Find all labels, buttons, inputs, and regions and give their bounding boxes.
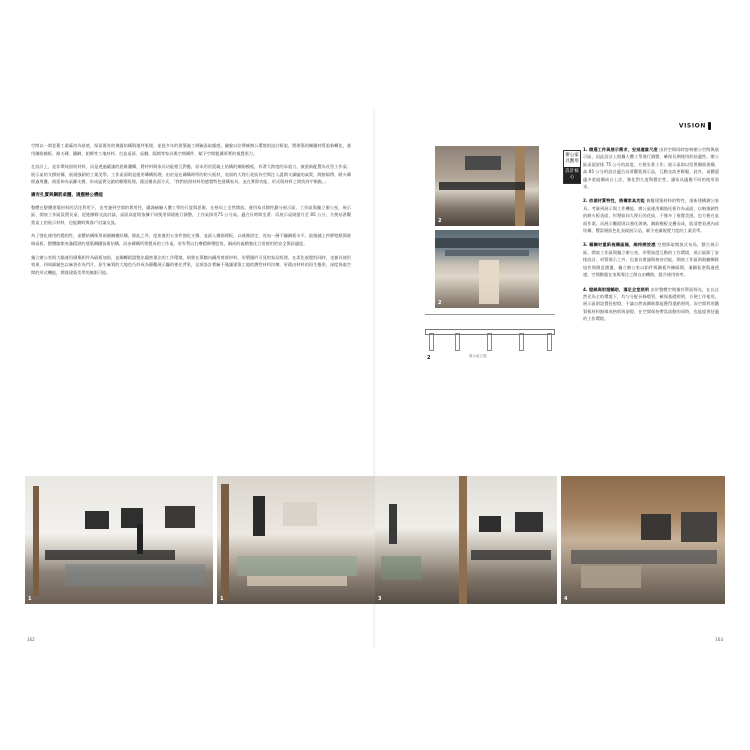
paragraph: 空間以一間老舊工業廠房為基底，保留既有的裸露結構與地坪肌理，並從多年的建築施工經驗汲取靈感，融脫以往傳統辦公環境的設計框架，將建築的關鍵材質重新轉化，運用鋼筋模板、耐火磚、鐵網、鋁擠等工地材料，打造桌面、桌腳、隔間等家具與空間構件，賦予空間粗獷厚實的視覺張力。	[31, 143, 351, 156]
left-page	[25, 108, 375, 648]
paragraph: 獨立辦公室則大膽運用廢棄鋁件為隔板加固，並鋼轉蹈盟整出隱密專注的工作環境，則營在幕牆內鑲用剪裁材料，形塑隱約可見的家居肌理，在柔化視覺的同時，也兼具使用效果，四周細膩色以麻袋作為門片，原生麻質的大地色巧妙成為靜觀展示廳的裡住背景，這項設計實驗不僅讓建築工地的潛性材料淬煉，更藉由材料的再生應用，深度探索空間的形式機能，實踐建築美學的無限可能。	[31, 254, 351, 275]
photo-shelving	[435, 230, 539, 308]
drawing-number: 2	[427, 355, 431, 361]
page-number: 162	[27, 637, 35, 642]
photo-wood-wall-office	[561, 476, 725, 604]
design-point-text: 由於空間同時容納辦公空間與展示區，因此設計上根據人體工學進行調整，確保長期使用的舒適性。辦公區桌面安排 75 公分的高度，方便坐著工作；展示桌則以堅實鋼筋建構，高 85 公分的設計適合站著觀賞展示品，互動交流更輕鬆，此外，桌體還適多重組構成台上法，強化對久度與穩定性，讓家具適應不同的使用需求。	[583, 147, 719, 190]
photo-display-tables	[217, 476, 375, 604]
category-tag	[563, 150, 581, 184]
photo-number: 4	[564, 596, 568, 602]
photo-number: 2	[438, 218, 442, 224]
section-label-text: VISION	[678, 122, 706, 130]
design-point-title: 4. 燈線與射燈輔助，滿足全室照明	[583, 286, 650, 292]
design-point	[583, 286, 719, 323]
design-point	[583, 197, 719, 234]
design-point-text: 空間採取開放式布局，整合展示區、開放工作區與獨立辦公室，形塑高度互動的工作環境，展示區除了安排設計、材質展示之外，也兼具會議與接待功能，開放工作區則鼓勵團隊協作與創意激盪，獨立辦公室以鋁件與鋼板外擴隔間，兼顧私密與通透感，空間動態在家與專注之間自由轉換，提升使用效率。	[583, 242, 719, 278]
photo-number: 3	[378, 596, 382, 602]
right-page	[375, 108, 725, 648]
photo-workspace-columns	[375, 476, 557, 604]
design-point-title: 2. 依循材質特性，搭構家具功能	[583, 198, 645, 204]
section-heading: 廣有扎實與鋼筋桌體，適應辦公機能	[31, 192, 103, 198]
category-tag-primary: 辦公家具應用	[565, 153, 579, 164]
category-tag-secondary: 設計核心	[564, 167, 580, 183]
design-point-title: 3. 藉鋼材重新梳構區隔，維持開放感	[583, 242, 656, 248]
photo-number: 2	[438, 300, 442, 306]
design-point	[583, 241, 719, 278]
left-body-text	[31, 142, 351, 282]
paragraph: 在設計上，並非單純固收材料，而是透過嚴謹的思維邏輯，將材料與家具功能相互對應，原本用於混凝土結構的鋼筋模板，有著大跨度的承重力，被重新配置為長型工作桌；展示桌的支撐結構，展現強韌的工業美學。工作桌面則是運用磚構肌理，由於是在磚構時所的防火板材，表面的大理石花紋為空間注入溫潤又細膩的氣質，間接隔傳、耐火磚經過堆疊，則延伸為桌腳支撐，形成虛實交錯的雕塑肌理。藉這種表面方式，「我們依照材料的感覺特色建構家具，並在實際功能、形式與材料之間找到平衡點。」	[31, 164, 351, 185]
photo-showroom-long-table	[25, 476, 213, 604]
figure-icon	[708, 122, 711, 130]
design-points	[583, 146, 719, 330]
elevation-drawing	[425, 314, 555, 361]
photo-table-detail	[435, 146, 539, 226]
paragraph: 為了強化使用的穩固性，桌體結構採用兩層鋼模結構，除此之外，度座運用五金件強化支撐，並最入鋼筋標板，以補強固定，再加一層不鏽鋼板水平，最後鋪上抄膠壁紙與玻璃桌板，整體縮節充滿精湛的建築鋼鐵技術結構，而由磚構所堆製成的工作桌，更有利以打磨精修塑股角，銅成的義槍強化日常使用的安全與舒適度。	[31, 233, 351, 246]
design-point-title: 1. 精選工件與展示需求，安排適當尺度	[583, 147, 658, 152]
drawing-caption: 展示桌立面	[469, 354, 487, 358]
design-point	[583, 146, 719, 190]
page-number: 163	[715, 637, 723, 642]
paragraph: 整體在整體建築材料的活化利用下，也考慮到空間的實用性，嚴謹檢驗人體工學的尺度與思維，在格局上全然開放，運用家具類性劃分展示區、工作區與獨立辦公室，展示區、開放工作區設置長桌，促進團隊交流討論，桌面高度則依據不同使用情境進行調整，工作桌採用75 公分高，適合長時間坐著；而展示桌則提升至 85 公分，方便站著觀賞桌上的展示材料，也能隨時與客戶討論交流。	[31, 204, 351, 225]
photo-number: 1	[28, 596, 32, 602]
design-point-text: 由於整體空間僅有單面採光，在以自然光為主的環境下，均勻分配長條燈管，確保基礎照明，方便工作使用。展示區則設置投射燈，不論自然或鋼筋都能獲得重點照明，而空間利用鐵質板材料點綴成格狀吸頂燈，在空間保持帶氛流動的同時，也能提供舒適的工作環境。	[583, 286, 719, 322]
section-label	[679, 122, 711, 130]
magazine-spread	[25, 108, 725, 648]
design-point-text: 摘應建築材料的特性，重新建構辦公家具。考量到展示與工作機能，辦公桌運用鋼筋托板作為桌面，以較強韌性的耐火板表面，形塑如同大理石的花紋，不僅多了視覺美感，也方便在桌面作業。而展示櫃面則以強化玻璃，鋼筋模板交疊而成，能清楚看透內部結構，豐富層級色化表現展示品，賦予充滿視覺力度的工業美學。	[583, 198, 719, 234]
photo-number: 1	[220, 596, 224, 602]
